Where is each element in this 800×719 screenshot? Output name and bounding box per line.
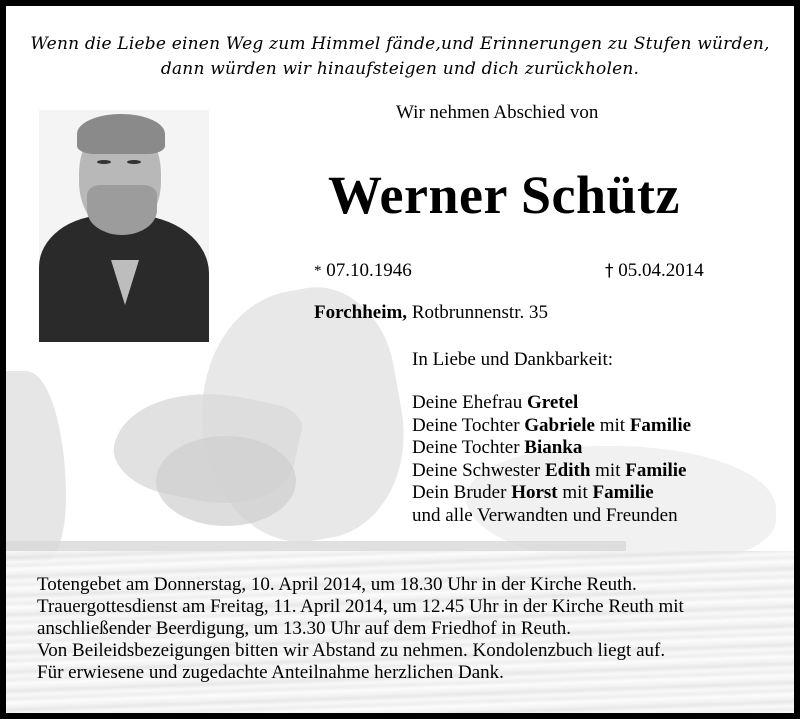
mourner-relation: Deine Tochter bbox=[412, 437, 525, 458]
mourner-name: Bianka bbox=[524, 437, 583, 458]
intro-text: Wir nehmen Abschied von bbox=[396, 102, 599, 123]
photo-beard bbox=[87, 185, 157, 235]
mourner-relation: Deine Tochter bbox=[412, 414, 525, 436]
residence bbox=[314, 302, 548, 324]
birth-date: 07.10.1946 bbox=[326, 260, 412, 281]
portrait-photo bbox=[39, 110, 209, 342]
motto-line-1: Wenn die Liebe einen Weg zum Himmel fände,und Erinnerungen zu Stufen würden, bbox=[30, 34, 770, 54]
detail-line: Von Beileidsbezeigungen bitten wir Abstand zu nehmen. Kondolenzbuch liegt auf. bbox=[37, 640, 666, 661]
residence-street: Rotbrunnenstr. 35 bbox=[411, 302, 548, 323]
residence-city: Forchheim, bbox=[314, 302, 408, 323]
death-date-line bbox=[605, 260, 704, 282]
motto-line-2: dann würden wir hinaufsteigen und dich zurückholen. bbox=[160, 59, 640, 79]
mourner-relation: Deine Schwester bbox=[412, 459, 545, 481]
motto-quote bbox=[6, 32, 794, 82]
mourner-name: Edith bbox=[544, 459, 591, 481]
mourner-relation: und alle Verwandten und Freunden bbox=[412, 504, 678, 526]
photo-eye-left bbox=[97, 160, 111, 164]
photo-eye-right bbox=[127, 160, 141, 164]
detail-line: Trauergottesdienst am Freitag, 11. April 2014, um 12.45 Uhr in der Kirche Reuth mit bbox=[37, 596, 684, 617]
birth-star-icon: * bbox=[314, 263, 322, 279]
detail-line: Für erwiesene und zugedachte Anteilnahme herzlichen Dank. bbox=[37, 662, 504, 683]
photo-neckline bbox=[111, 260, 139, 305]
mourner-name: Gretel bbox=[527, 392, 579, 413]
detail-line: Totengebet am Donnerstag, 10. April 2014, um 18.30 Uhr in der Kirche Reuth. bbox=[37, 574, 637, 595]
birth-date-line bbox=[314, 260, 412, 282]
mourner-name: Horst bbox=[511, 482, 558, 503]
background-leaf-left bbox=[6, 371, 66, 561]
service-details bbox=[37, 574, 684, 684]
detail-line: anschließender Beerdigung, um 13.30 Uhr auf dem Friedhof in Reuth. bbox=[37, 618, 571, 639]
mourner-conjunction: mit bbox=[590, 459, 626, 481]
mourner-family: Familie bbox=[629, 414, 692, 436]
thanks-heading: In Liebe und Dankbarkeit: bbox=[412, 349, 614, 370]
mourner-relation: Deine Ehefrau bbox=[412, 392, 527, 413]
mourner-item bbox=[412, 460, 691, 483]
background-rose-stem bbox=[6, 541, 626, 551]
mourners-list bbox=[412, 392, 691, 527]
mourner-item bbox=[412, 415, 691, 438]
mourner-family: Familie bbox=[625, 459, 687, 481]
mourner-item bbox=[412, 505, 691, 528]
mourner-relation: Dein Bruder bbox=[412, 482, 512, 503]
background-rose-bud bbox=[156, 436, 296, 526]
mourner-item bbox=[412, 437, 691, 460]
death-cross-icon: † bbox=[605, 261, 614, 281]
mourner-conjunction: mit bbox=[557, 482, 593, 503]
deceased-name: Werner Schütz bbox=[328, 165, 680, 225]
photo-hair bbox=[77, 114, 165, 154]
mourner-name: Gabriele bbox=[524, 414, 595, 436]
mourner-item bbox=[412, 392, 691, 415]
mourner-item bbox=[412, 482, 691, 505]
obituary-card bbox=[6, 6, 794, 713]
death-date: 05.04.2014 bbox=[618, 260, 704, 281]
mourner-family: Familie bbox=[592, 482, 654, 503]
mourner-conjunction: mit bbox=[594, 414, 630, 436]
